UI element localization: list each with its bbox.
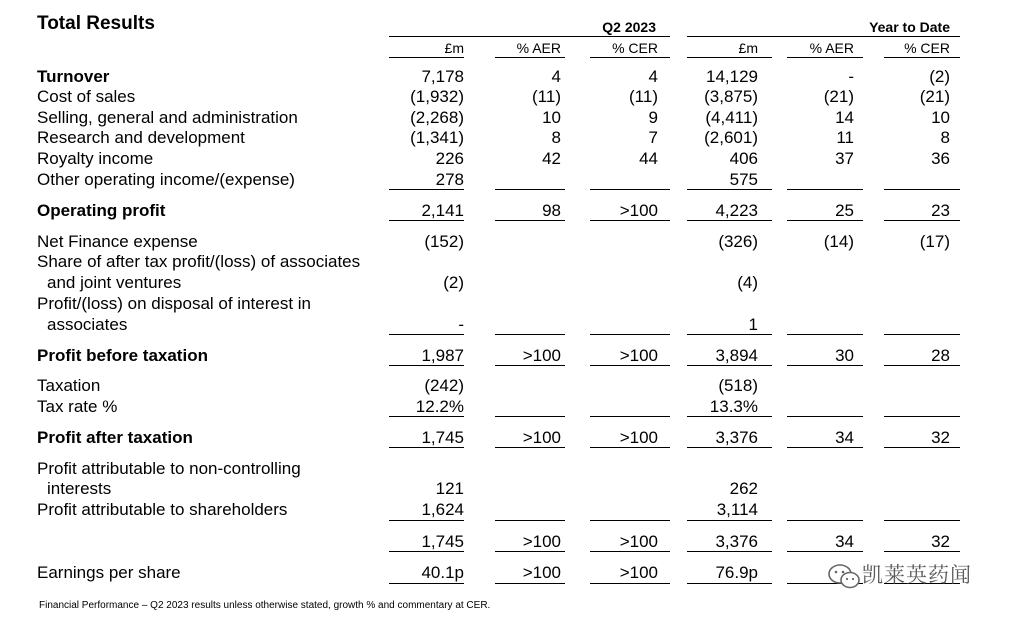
total-rule bbox=[787, 520, 863, 521]
column-header: % AER bbox=[516, 40, 561, 56]
cell-value: 3,376 bbox=[715, 532, 758, 551]
cell-value: - bbox=[848, 67, 854, 86]
cell-value: (1,932) bbox=[410, 87, 464, 106]
page-title: Total Results bbox=[37, 13, 155, 34]
row-label: Cost of sales bbox=[37, 87, 136, 106]
cell-value: 3,894 bbox=[715, 346, 758, 365]
row-label: Share of after tax profit/(loss) of associates bbox=[37, 252, 361, 271]
total-rule bbox=[884, 551, 960, 552]
total-rule bbox=[495, 189, 565, 190]
total-rule bbox=[884, 220, 960, 221]
row-label: Profit after taxation bbox=[37, 428, 193, 447]
cell-value: >100 bbox=[619, 532, 658, 551]
total-rule bbox=[884, 189, 960, 190]
cell-value: - bbox=[458, 315, 464, 334]
cell-value: 40.1p bbox=[421, 563, 464, 582]
cell-value: >100 bbox=[522, 532, 561, 551]
column-header: % CER bbox=[612, 40, 658, 56]
cell-value: (4) bbox=[737, 273, 758, 292]
cell-value: 575 bbox=[729, 170, 758, 189]
cell-value: 121 bbox=[435, 479, 464, 498]
cell-value: 23 bbox=[931, 201, 950, 220]
cell-value: 1,745 bbox=[421, 428, 464, 447]
cell-value: 4,223 bbox=[715, 201, 758, 220]
cell-value: 2,141 bbox=[421, 201, 464, 220]
cell-value: 30 bbox=[835, 346, 854, 365]
total-rule bbox=[389, 334, 464, 335]
cell-value: 278 bbox=[435, 170, 464, 189]
cell-value: 8 bbox=[940, 128, 950, 147]
total-rule bbox=[787, 189, 863, 190]
cell-value: 32 bbox=[931, 428, 950, 447]
row-label: Royalty income bbox=[37, 149, 154, 168]
cell-value: 11 bbox=[836, 128, 854, 147]
row-label: Turnover bbox=[37, 67, 110, 86]
cell-value: (2) bbox=[443, 273, 464, 292]
cell-value: 1,987 bbox=[421, 346, 464, 365]
cell-value: 28 bbox=[931, 346, 950, 365]
cell-value: 44 bbox=[639, 149, 658, 168]
cell-value: 1,624 bbox=[421, 500, 464, 519]
cell-value: 4 bbox=[648, 67, 658, 86]
cell-value: (2,601) bbox=[704, 128, 758, 147]
cell-value: (242) bbox=[424, 376, 464, 395]
row-label: Profit attributable to shareholders bbox=[37, 500, 288, 519]
total-rule bbox=[884, 416, 960, 417]
cell-value: (1,341) bbox=[410, 128, 464, 147]
cell-value: 8 bbox=[551, 128, 561, 147]
footer-note: Financial Performance – Q2 2023 results unless otherwise stated, growth % and commentary at CER. bbox=[39, 600, 491, 611]
row-label: Profit attributable to non-controlling bbox=[37, 459, 301, 478]
total-rule bbox=[687, 520, 772, 521]
total-rule bbox=[389, 583, 464, 584]
total-rule bbox=[787, 334, 863, 335]
total-rule bbox=[787, 416, 863, 417]
cell-value: 226 bbox=[435, 149, 464, 168]
row-label: Profit before taxation bbox=[37, 346, 208, 365]
cell-value: 10 bbox=[931, 108, 950, 127]
cell-value: 406 bbox=[729, 149, 758, 168]
period-header-ytd: Year to Date bbox=[869, 19, 950, 35]
cell-value: 7,178 bbox=[421, 67, 464, 86]
row-label: Profit/(loss) on disposal of interest in bbox=[37, 294, 312, 313]
total-rule bbox=[687, 416, 772, 417]
cell-value: (3,875) bbox=[704, 87, 758, 106]
cell-value: 42 bbox=[542, 149, 561, 168]
cell-value: 76.9p bbox=[715, 563, 758, 582]
cell-value: (2) bbox=[929, 67, 950, 86]
total-rule bbox=[590, 583, 670, 584]
cell-value: (518) bbox=[718, 376, 758, 395]
cell-value: >100 bbox=[619, 346, 658, 365]
row-label: associates bbox=[47, 315, 128, 334]
total-rule bbox=[884, 447, 960, 448]
cell-value: 9 bbox=[648, 108, 658, 127]
cell-value: 25 bbox=[835, 201, 854, 220]
cell-value: >100 bbox=[522, 346, 561, 365]
watermark-text: 凯莱英药闻 bbox=[862, 564, 972, 587]
cell-value: 3,376 bbox=[715, 428, 758, 447]
column-header: £m bbox=[738, 40, 758, 56]
cell-value: 3,114 bbox=[716, 500, 758, 519]
cell-value: (152) bbox=[424, 232, 464, 251]
cell-value: 4 bbox=[551, 67, 561, 86]
cell-value: 14 bbox=[835, 108, 854, 127]
row-label: and joint ventures bbox=[47, 273, 182, 292]
row-label: Earnings per share bbox=[37, 563, 181, 582]
cell-value: 13.3% bbox=[709, 397, 758, 416]
total-rule bbox=[495, 334, 565, 335]
period-header-q2: Q2 2023 bbox=[602, 19, 656, 35]
cell-value: >100 bbox=[522, 428, 561, 447]
column-header: £m bbox=[444, 40, 464, 56]
cell-value: 7 bbox=[648, 128, 658, 147]
cell-value: (21) bbox=[919, 87, 950, 106]
total-rule bbox=[389, 189, 464, 190]
cell-value: (2,268) bbox=[410, 108, 464, 127]
row-label: Selling, general and administration bbox=[37, 108, 298, 127]
cell-value: 37 bbox=[835, 149, 854, 168]
cell-value: 262 bbox=[729, 479, 758, 498]
row-label: Taxation bbox=[37, 376, 101, 395]
total-rule bbox=[687, 334, 772, 335]
cell-value: 98 bbox=[542, 201, 561, 220]
cell-value: >100 bbox=[522, 563, 561, 582]
cell-value: (11) bbox=[532, 87, 561, 106]
cell-value: 10 bbox=[542, 108, 561, 127]
cell-value: >100 bbox=[619, 428, 658, 447]
column-header: % AER bbox=[809, 40, 854, 56]
total-rule bbox=[687, 189, 772, 190]
cell-value: (11) bbox=[629, 87, 658, 106]
row-label: Operating profit bbox=[37, 201, 166, 220]
cell-value: 14,129 bbox=[706, 67, 758, 86]
row-label: Net Finance expense bbox=[37, 232, 198, 251]
cell-value: 1 bbox=[748, 315, 758, 334]
total-rule bbox=[884, 520, 960, 521]
total-rule bbox=[884, 365, 960, 366]
total-rule bbox=[389, 416, 464, 417]
total-rule bbox=[884, 334, 960, 335]
cell-value: (326) bbox=[718, 232, 758, 251]
total-rule bbox=[687, 583, 772, 584]
row-label: Research and development bbox=[37, 128, 245, 147]
total-rule bbox=[590, 520, 670, 521]
cell-value: (14) bbox=[823, 232, 854, 251]
cell-value: 34 bbox=[835, 428, 854, 447]
cell-value: (21) bbox=[823, 87, 854, 106]
total-rule bbox=[495, 520, 565, 521]
cell-value: 32 bbox=[931, 532, 950, 551]
total-rule bbox=[389, 520, 464, 521]
row-label: interests bbox=[47, 479, 112, 498]
cell-value: 12.2% bbox=[415, 397, 464, 416]
column-header: % CER bbox=[904, 40, 950, 56]
cell-value: 1,745 bbox=[421, 532, 464, 551]
total-rule bbox=[495, 583, 565, 584]
cell-value: >100 bbox=[619, 201, 658, 220]
total-rule bbox=[495, 416, 565, 417]
cell-value: 34 bbox=[835, 532, 854, 551]
cell-value: >100 bbox=[619, 563, 658, 582]
cell-value: (4,411) bbox=[705, 108, 758, 127]
cell-value: (17) bbox=[919, 232, 950, 251]
cell-value: 36 bbox=[931, 149, 950, 168]
row-label: Tax rate % bbox=[37, 397, 118, 416]
row-label: Other operating income/(expense) bbox=[37, 170, 295, 189]
